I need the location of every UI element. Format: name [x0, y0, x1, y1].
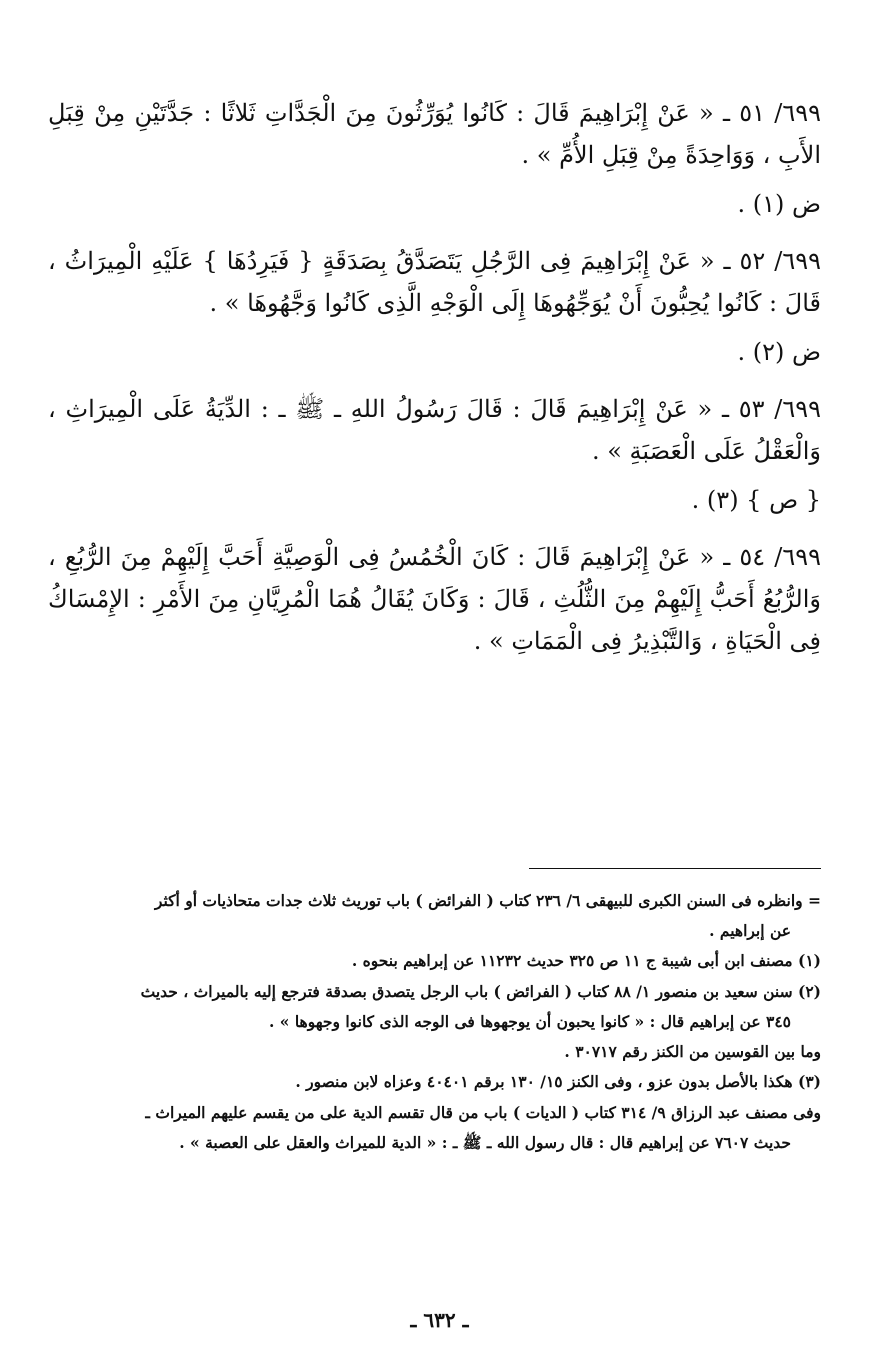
- footnote-line: (٢) سنن سعيد بن منصور ١/ ٨٨ كتاب ( الفرائض ) باب الرجل يتصدق بصدقة فترجع إليه بالميراث ، حديث: [140, 981, 821, 1001]
- hadith-entry-54: ٦٩٩/ ٥٤ ـ « عَنْ إِبْرَاهِيمَ قَالَ : كَانَ الْخُمُسُ فِى الْوَصِيَّةِ أَحَبَّ إِلَيْهِمْ مِنَ الرُّبُعِ ، وَالرُّبُعُ أَحَبُّ إِلَيْهِمْ مِنَ الثُّلُثِ ، قَالَ : وَكَانَ يُقَالُ هُمَا الْمُرِيَّانِ مِنَ الأَمْرِ : الإِمْسَاكُ فِى الْحَيَاةِ ، وَالتَّبْذِيرُ فِى الْمَمَاتِ » .: [48, 543, 822, 655]
- hadith-entry-52: ٦٩٩/ ٥٢ ـ « عَنْ إِبْرَاهِيمَ فِى الرَّجُلِ يَتَصَدَّقُ بِصَدَقَةٍ { فَيَرِدُهَا } عَلَيْهِ الْمِيرَاثُ ، قَالَ : كَانُوا يُحِبُّونَ أَنْ يُوَجِّهُوهَا إِلَى الْوَجْهِ الَّذِى كَانُوا وَجَّهُوهَا » .: [48, 247, 821, 317]
- footnote-line: ٣٤٥ عن إبراهيم قال : « كانوا يحبون أن يوجهوها فى الوجه الذى كانوا وجهوها » .: [268, 1011, 791, 1031]
- footnote-continuation: [48, 886, 821, 946]
- footnotes: [48, 886, 821, 1158]
- footnote-2-extra: [48, 1037, 821, 1067]
- footnote-line: حديث ٧٦٠٧ عن إبراهيم قال : قال رسول الله ـ ﷺ ـ : « الدية للميراث والعقل على العصبة » .: [179, 1132, 791, 1152]
- footnote-line: وفى مصنف عبد الرزاق ٩/ ٣١٤ كتاب ( الديات ) باب من قال تقسم الدية على من يقسم عليهم الميراث ـ: [145, 1102, 821, 1122]
- footnote-line: وما بين القوسين من الكنز رقم ٣٠٧١٧ .: [564, 1042, 821, 1062]
- hadith-entry-53: ٦٩٩/ ٥٣ ـ « عَنْ إِبْرَاهِيمَ قَالَ : قَالَ رَسُولُ اللهِ ـ ﷺ ـ : الدِّيَةُ عَلَى الْمِيرَاثِ ، وَالْعَقْلُ عَلَى الْعَصَبَةِ » .: [48, 395, 821, 465]
- footnote-line: (١) مصنف ابن أبى شيبة ج ١١ ص ٣٢٥ حديث ١١٢٣٢ عن إبراهيم بنحوه .: [351, 951, 821, 971]
- source-ref-53: { ص } (٣) .: [691, 486, 821, 514]
- footnote-separator: [529, 868, 821, 869]
- page-number: ـ ٦٣٢ ـ: [410, 1308, 469, 1332]
- hadith-entry-51: ٦٩٩/ ٥١ ـ « عَنْ إِبْرَاهِيمَ قَالَ : كَانُوا يُوَرِّثُونَ مِنَ الْجَدَّاتِ ثَلاثًا : جَدَّتَيْنِ مِنْ قِبَلِ الأَبِ ، وَوَاحِدَةً مِنْ قِبَلِ الأُمِّ » .: [48, 99, 821, 169]
- footnote-1: [48, 946, 821, 976]
- footnote-line: عن إبراهيم .: [709, 921, 791, 941]
- source-ref-51: ض (١) .: [737, 190, 821, 218]
- footnote-2: [48, 977, 821, 1037]
- main-text: [48, 92, 821, 662]
- footnote-line: = وانظره فى السنن الكبرى للبيهقى ٦/ ٢٣٦ كتاب ( الفرائض ) باب توريث ثلاث جدات متحاذيات أو أكثر: [154, 891, 821, 910]
- footnote-3: [48, 1067, 821, 1097]
- source-ref-52: ض (٢) .: [737, 338, 821, 366]
- footnote-line: (٣) هكذا بالأصل بدون عزو ، وفى الكنز ١٥/ ١٣٠ برقم ٤٠٤٠١ وعزاه لابن منصور .: [295, 1072, 821, 1092]
- footnote-3-extra: [48, 1098, 821, 1158]
